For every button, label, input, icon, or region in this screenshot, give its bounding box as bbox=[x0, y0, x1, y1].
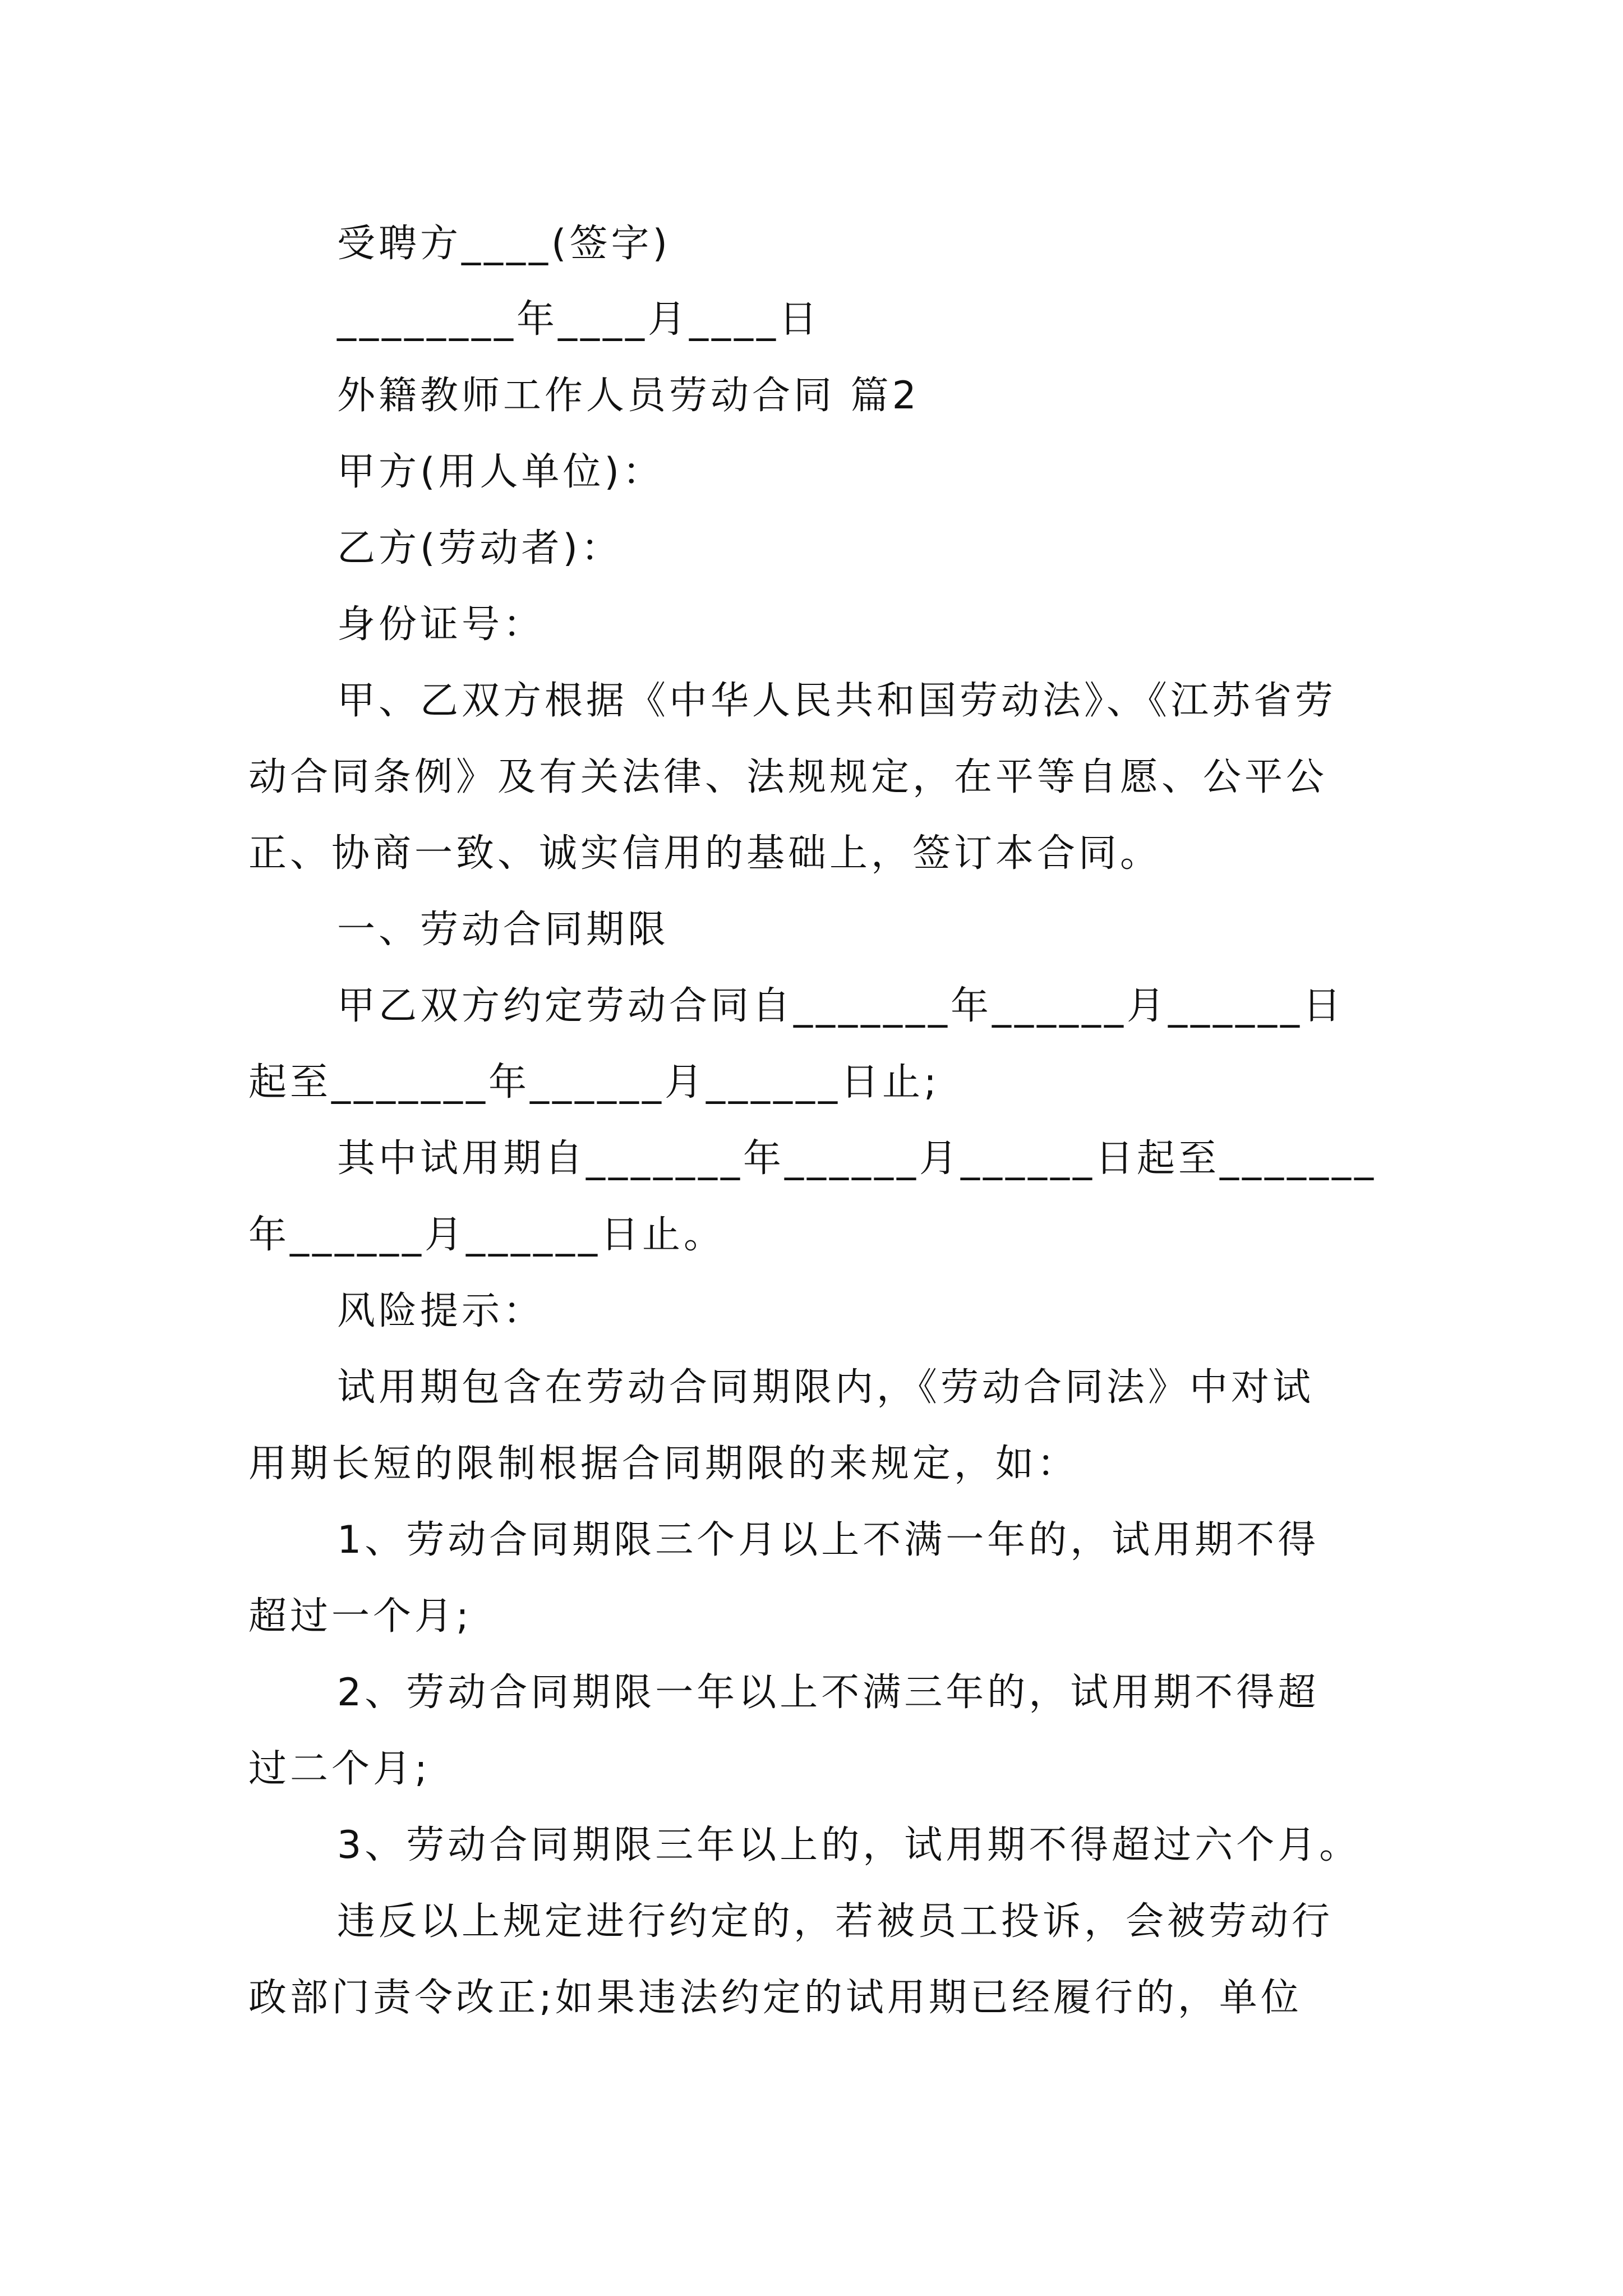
rule-3-line: 3、劳动合同期限三年以上的，试用期不得超过六个月。 bbox=[337, 1823, 1361, 1867]
rule-1-line-1: 1、劳动合同期限三个月以上不满一年的，试用期不得 bbox=[337, 1518, 1320, 1562]
contract-title: 外籍教师工作人员劳动合同 篇2 bbox=[337, 374, 920, 418]
rule-2-line-1: 2、劳动合同期限一年以上不满三年的，试用期不得超 bbox=[337, 1671, 1320, 1715]
term-line-1: 甲乙双方约定劳动合同自_______年______月______日 bbox=[337, 984, 1345, 1028]
preamble-line-1: 甲、乙双方根据《中华人民共和国劳动法》、《江苏省劳 bbox=[337, 679, 1337, 723]
risk-notice-line-1: 试用期包含在劳动合同期限内，《劳动合同法》中对试 bbox=[337, 1365, 1315, 1410]
risk-notice-heading: 风险提示： bbox=[337, 1289, 545, 1333]
party-b-field: 乙方(劳动者)： bbox=[337, 526, 623, 570]
party-a-field: 甲方(用人单位)： bbox=[337, 450, 665, 494]
risk-notice-line-2: 用期长短的限制根据合同期限的来规定，如： bbox=[248, 1442, 1079, 1486]
term-line-2: 起至_______年______月______日止; bbox=[248, 1060, 940, 1105]
rule-1-line-2: 超过一个月; bbox=[248, 1594, 472, 1639]
signature-date-line: ________年____月____日 bbox=[337, 297, 821, 342]
violation-line-1: 违反以上规定进行约定的，若被员工投诉，会被劳动行 bbox=[337, 1899, 1334, 1944]
section-heading-term: 一、劳动合同期限 bbox=[337, 908, 670, 952]
preamble-line-3: 正、协商一致、诚实信用的基础上，签订本合同。 bbox=[248, 831, 1162, 876]
violation-line-2: 政部门责令改正;如果违法约定的试用期已经履行的，单位 bbox=[248, 1976, 1302, 2020]
probation-line-2: 年______月______日止。 bbox=[248, 1213, 726, 1257]
preamble-line-2: 动合同条例》及有关法律、法规规定，在平等自愿、公平公 bbox=[248, 755, 1328, 799]
probation-line-1: 其中试用期自_______年______月______日起至_______ bbox=[337, 1137, 1377, 1181]
id-number-field: 身份证号： bbox=[337, 602, 545, 647]
rule-2-line-2: 过二个月; bbox=[248, 1747, 431, 1791]
signature-line-employee: 受聘方____(签字) bbox=[337, 222, 671, 266]
